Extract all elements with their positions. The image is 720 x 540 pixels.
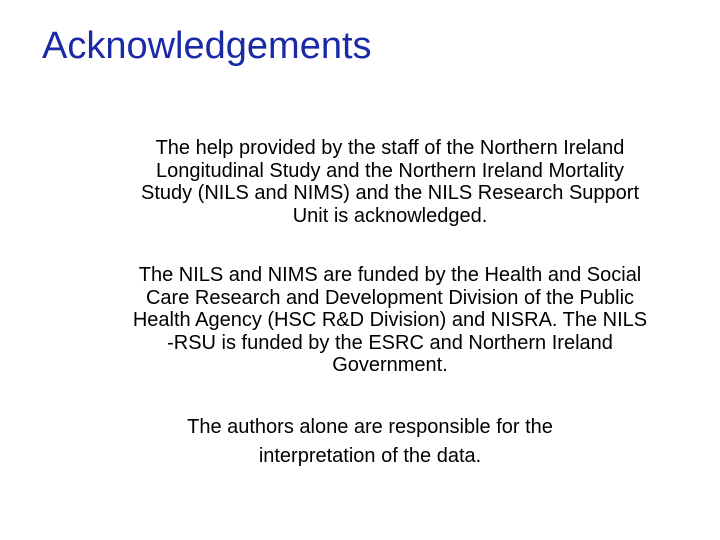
acknowledgement-paragraph-disclaimer: [100, 413, 640, 471]
paragraph-line: Government.: [332, 354, 448, 376]
paragraph-line: The authors alone are responsible for the: [187, 416, 553, 438]
slide-title: Acknowledgements: [42, 25, 372, 67]
acknowledgement-paragraph-funding: [60, 264, 720, 377]
paragraph-line: Health Agency (HSC R&D Division) and NISRA. The NILS: [132, 309, 648, 331]
paragraph-line: Unit is acknowledged.: [292, 204, 488, 227]
paragraph-line: Study (NILS and NIMS) and the NILS Research Support: [140, 182, 640, 204]
paragraph-line: -RSU is funded by the ESRC and Northern Ireland: [167, 331, 613, 354]
acknowledgement-paragraph-staff: [80, 137, 700, 227]
paragraph-line: Care Research and Development Division of the Public: [145, 286, 635, 309]
paragraph-line: interpretation of the data.: [258, 445, 482, 467]
paragraph-line: The NILS and NIMS are funded by the Health and Social: [138, 264, 642, 286]
paragraph-line: Longitudinal Study and the Northern Ireland Mortality: [155, 159, 625, 182]
paragraph-line: The help provided by the staff of the Northern Ireland: [155, 137, 625, 159]
